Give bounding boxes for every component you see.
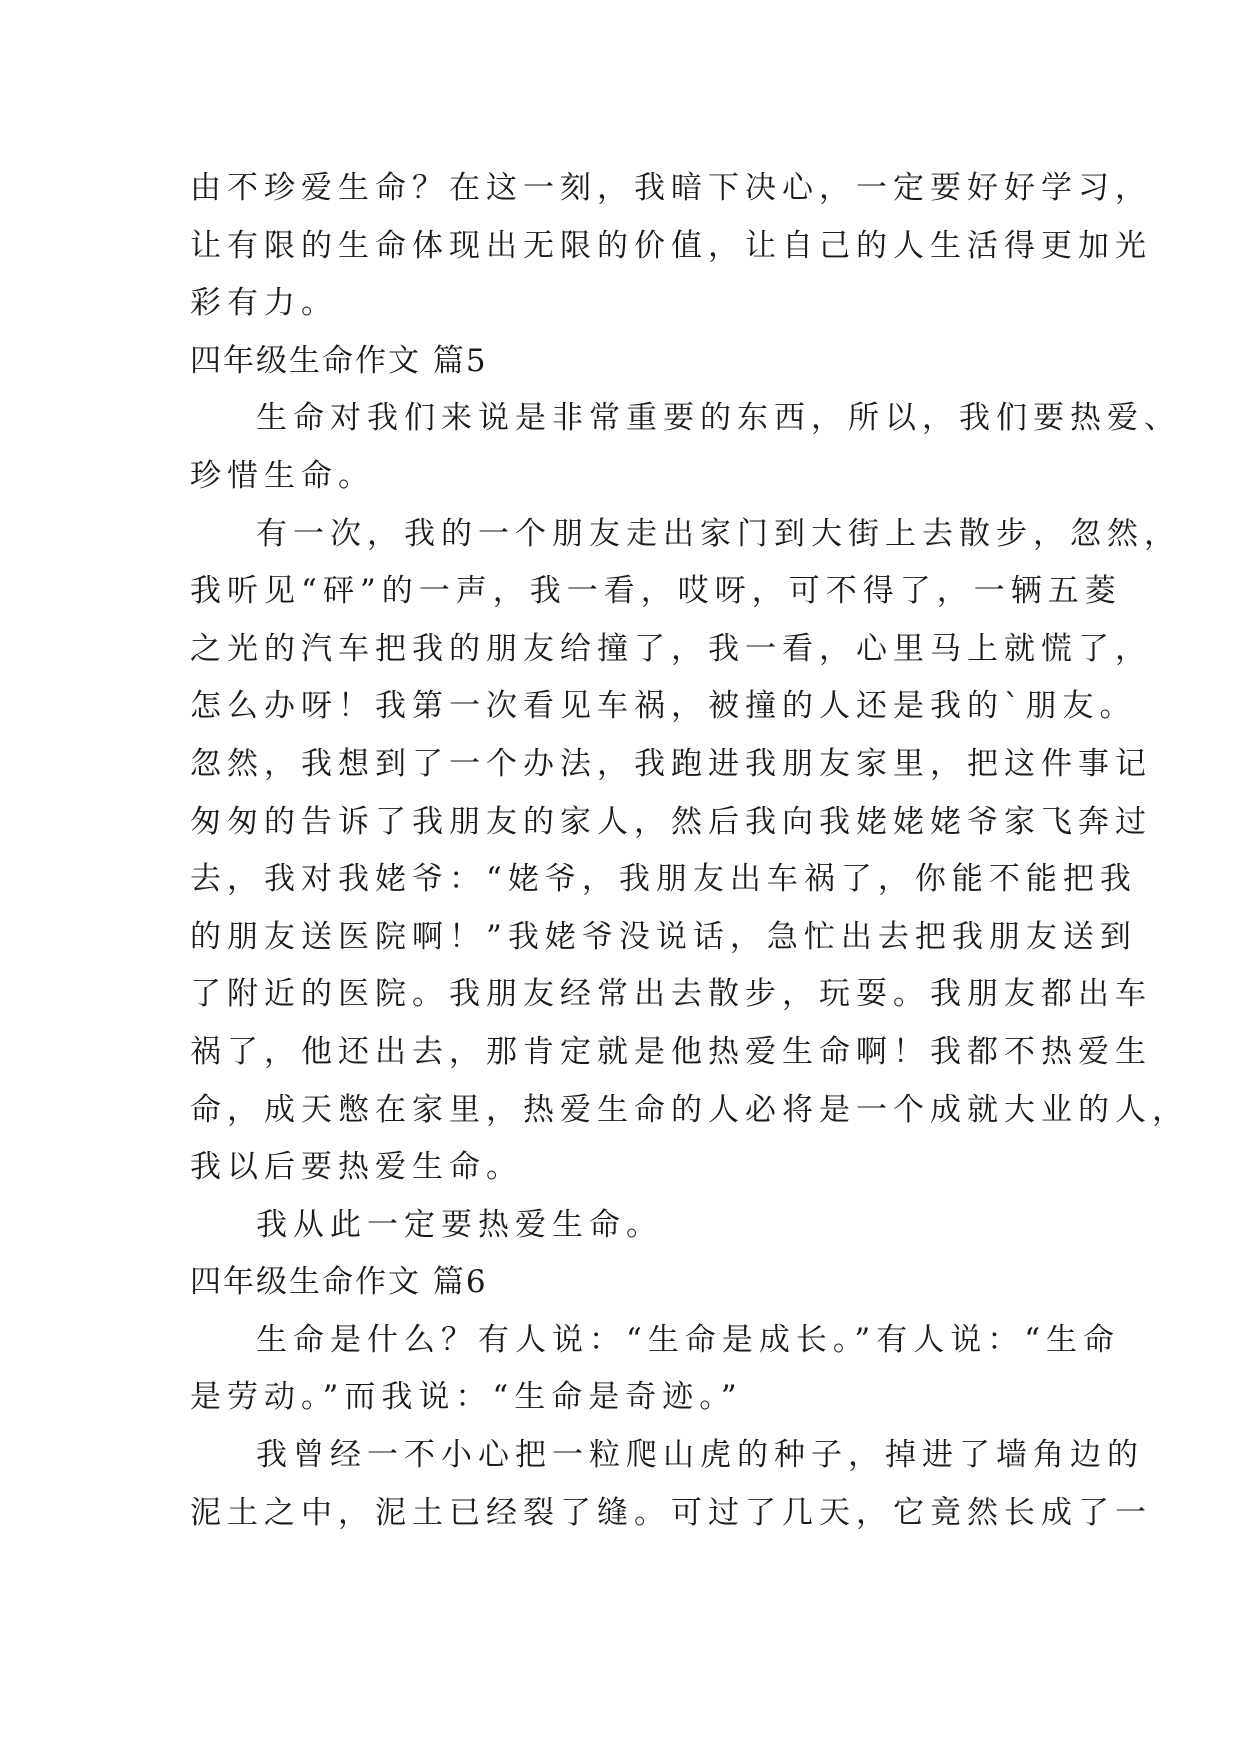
paragraph-first-line: 有一次，我的一个朋友走出家门到大街上去散步，忽然， bbox=[256, 515, 1181, 552]
body-line: 匆匆的告诉了我朋友的家人，然后我向我姥姥姥爷家飞奔过 bbox=[190, 803, 1152, 840]
body-line: 由不珍爱生命？在这一刻，我暗下决心，一定要好好学习， bbox=[190, 170, 1152, 206]
paragraph-first-line: 生命是什么？有人说：“生命是成长。”有人说：“生命 bbox=[256, 1321, 1121, 1358]
paragraph-first-line: 我曾经一不小心把一粒爬山虎的种子，掉进了墙角边的 bbox=[256, 1437, 1144, 1474]
body-line: 我听见“砰”的一声，我一看，哎呀，可不得了，一辆五菱 bbox=[190, 573, 1122, 610]
body-line: 了附近的医院。我朋友经常出去散步，玩耍。我朋友都出车 bbox=[190, 976, 1152, 1013]
body-line: 让有限的生命体现出无限的价值，让自己的人生活得更加光 bbox=[190, 227, 1152, 264]
section-heading: 四年级生命作文 篇5 bbox=[190, 342, 488, 379]
document-body bbox=[190, 160, 1189, 1542]
body-line: 忽然，我想到了一个办法，我跑进我朋友家里，把这件事记 bbox=[190, 745, 1152, 782]
body-line: 彩有力。 bbox=[190, 285, 338, 322]
body-line: 去，我对我姥爷：“姥爷，我朋友出车祸了，你能不能把我 bbox=[190, 861, 1137, 898]
section-heading: 四年级生命作文 篇6 bbox=[190, 1264, 488, 1301]
body-line: 是劳动。”而我说：“生命是奇迹。” bbox=[190, 1379, 743, 1416]
body-line: 泥土之中，泥土已经裂了缝。可过了几天，它竟然长成了一 bbox=[190, 1494, 1152, 1531]
body-line: 祸了，他还出去，那肯定就是他热爱生命啊！我都不热爱生 bbox=[190, 1033, 1152, 1070]
body-line: 的朋友送医院啊！”我姥爷没说话，急忙出去把我朋友送到 bbox=[190, 918, 1137, 955]
body-line: 怎么办呀！我第一次看见车祸，被撞的人还是我的`朋友。 bbox=[190, 688, 1137, 725]
paragraph-first-line: 生命对我们来说是非常重要的东西，所以，我们要热爱、 bbox=[256, 400, 1181, 437]
body-line: 之光的汽车把我的朋友给撞了，我一看，心里马上就慌了， bbox=[190, 630, 1152, 667]
paragraph-first-line: 我从此一定要热爱生命。 bbox=[256, 1206, 663, 1243]
body-line: 我以后要热爱生命。 bbox=[190, 1149, 523, 1186]
body-line: 珍惜生命。 bbox=[190, 457, 375, 494]
body-line: 命，成天憋在家里，热爱生命的人必将是一个成就大业的人， bbox=[190, 1091, 1189, 1128]
